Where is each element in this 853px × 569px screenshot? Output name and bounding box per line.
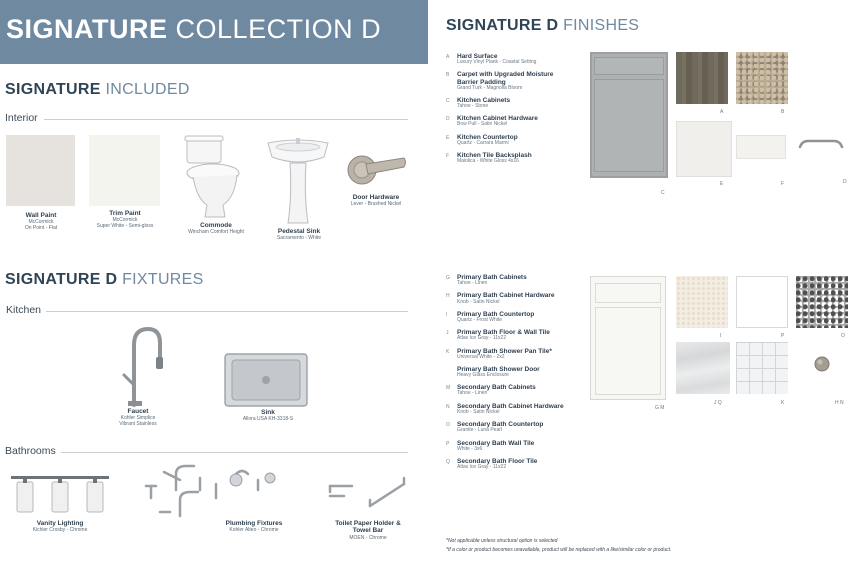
door-hardware-image xyxy=(344,148,408,190)
vanity-lighting-item: Vanity Lighting Kichler Crosby - Chrome xyxy=(32,520,88,534)
tile-label-hn: H N xyxy=(835,400,844,406)
finish-item: Q Secondary Bath Floor Tile Atlas Ice Gray - 11x22 xyxy=(446,457,538,471)
wall-paint-swatch xyxy=(6,135,75,206)
trim-paint-swatch xyxy=(89,135,160,206)
bath-wall-tile-swatch xyxy=(736,276,788,328)
tile-label-b: B xyxy=(781,109,785,115)
pedestal-sink-image xyxy=(266,137,330,225)
finish-item: M Secondary Bath Cabinets Tahoe - Linen xyxy=(446,384,536,397)
bath-finishes-list xyxy=(446,274,586,476)
hard-surface-swatch xyxy=(676,52,728,104)
tile-label-p: P xyxy=(781,333,785,339)
cabinet-pull-image xyxy=(798,137,844,151)
collection-title: SIGNATURE COLLECTION D xyxy=(6,14,382,44)
bath-cabinet-door-swatch xyxy=(590,276,666,400)
trim-paint-item: Trim Paint McCormick Super White - Semi-gloss xyxy=(96,210,154,230)
finish-item: H Primary Bath Cabinet Hardware Knob - Satin Nickel xyxy=(446,292,555,305)
fixtures-heading: SIGNATURE D FIXTURES xyxy=(5,271,204,288)
finish-item: J Primary Bath Floor & Wall Tile Atlas Ice Gray - 11x22 xyxy=(446,329,550,342)
tile-label-e: E xyxy=(720,181,724,187)
carpet-swatch xyxy=(736,52,788,104)
bathrooms-label: Bathrooms xyxy=(5,445,56,457)
kitchen-sink-image xyxy=(224,353,308,407)
kitchen-sink-item: Sink Allora USA KH-3318-S xyxy=(242,409,294,423)
door-hardware-item: Door Hardware Lever - Brushed Nickel xyxy=(350,194,402,208)
finish-item: K Primary Bath Shower Pan Tile* Universal White - 2x2 xyxy=(446,347,552,360)
tile-label-gm: G M xyxy=(655,405,665,411)
plumbing-fixtures-item: Plumbing Fixtures Kohler Alteo - Chrome xyxy=(225,520,283,534)
shower-pan-tile-swatch xyxy=(736,342,788,394)
finishes-heading: SIGNATURE D FINISHES xyxy=(446,17,640,34)
bath-floor-tile-swatch xyxy=(676,342,730,394)
tile-label-jq: J Q xyxy=(714,400,722,406)
bathrooms-divider xyxy=(61,452,408,453)
towel-bar-image xyxy=(326,474,406,514)
primary-bath-countertop-swatch xyxy=(676,276,728,328)
kitchen-cabinet-door-swatch xyxy=(590,52,668,178)
finish-item: O Secondary Bath Countertop Granite - Luna Pearl xyxy=(446,421,544,434)
tile-label-i: I xyxy=(720,333,722,339)
commode-item: Commode Wincham Comfort Height xyxy=(188,222,244,236)
interior-label: Interior xyxy=(5,112,38,124)
tile-label-a: A xyxy=(720,109,724,115)
finish-item: E Kitchen Countertop Quartz - Carrara Marmi xyxy=(446,133,518,146)
footnote-substitution: *If a color or product becomes unavailable, product will be replaced with a like/similar color or product. xyxy=(446,547,672,553)
tile-label-k: K xyxy=(781,400,785,406)
commode-image xyxy=(183,135,243,219)
kitchen-divider xyxy=(46,311,408,312)
finish-item: G Primary Bath Cabinets Tahoe - Linen xyxy=(446,274,527,287)
finish-item: F Kitchen Tile Backsplash Maiolica - White Gloss 4x16 xyxy=(446,152,532,165)
wall-paint-item: Wall Paint McCormick On Point - Flat xyxy=(24,212,58,232)
finish-item: D Kitchen Cabinet Hardware Bow Pull - Satin Nickel xyxy=(446,115,538,128)
vanity-lighting-image xyxy=(9,474,111,516)
kitchen-label: Kitchen xyxy=(6,304,42,316)
faucet-image xyxy=(118,325,164,407)
collection-banner xyxy=(0,0,428,64)
finish-item: I Primary Bath Countertop Quartz - Frost White xyxy=(446,310,535,323)
backsplash-tile-swatch xyxy=(736,135,786,159)
finish-item: A Hard Surface Luxury Vinyl Plank - Coastal Setting xyxy=(446,53,537,66)
tile-label-d: D xyxy=(843,179,847,185)
footnote-structural: *Not applicable unless structural option is selected xyxy=(446,538,558,544)
kitchen-countertop-swatch xyxy=(676,121,732,177)
plumbing-fixtures-image xyxy=(140,460,285,522)
tile-label-f: F xyxy=(781,181,785,187)
included-heading: SIGNATURE INCLUDED xyxy=(5,81,190,98)
finish-item: P Secondary Bath Wall Tile White - 3x6 xyxy=(446,439,535,452)
finish-item: B Carpet with Upgraded Moisture Barrier Padding Grand Turk - Magnolia Bloom xyxy=(446,71,554,91)
towel-bar-item: Toilet Paper Holder & Towel Bar MOEN - Chrome xyxy=(335,520,401,541)
pedestal-sink-item: Pedestal Sink Sacramento - White xyxy=(276,228,322,242)
faucet-item: Faucet Kohler Simplice Vibrant Stainless xyxy=(119,408,157,428)
finish-item: Primary Bath Shower Door Heavy Glass Enclosure xyxy=(457,365,540,379)
secondary-bath-countertop-swatch xyxy=(796,276,848,328)
finish-item: N Secondary Bath Cabinet Hardware Knob - Satin Nickel xyxy=(446,402,564,415)
bath-knob-image xyxy=(812,354,832,374)
finish-item: C Kitchen Cabinets Tahoe - Stone xyxy=(446,96,511,110)
tile-label-o: O xyxy=(841,333,845,339)
kitchen-finishes-list xyxy=(446,53,576,170)
interior-divider xyxy=(44,119,408,120)
tile-label-c: C xyxy=(661,190,665,196)
